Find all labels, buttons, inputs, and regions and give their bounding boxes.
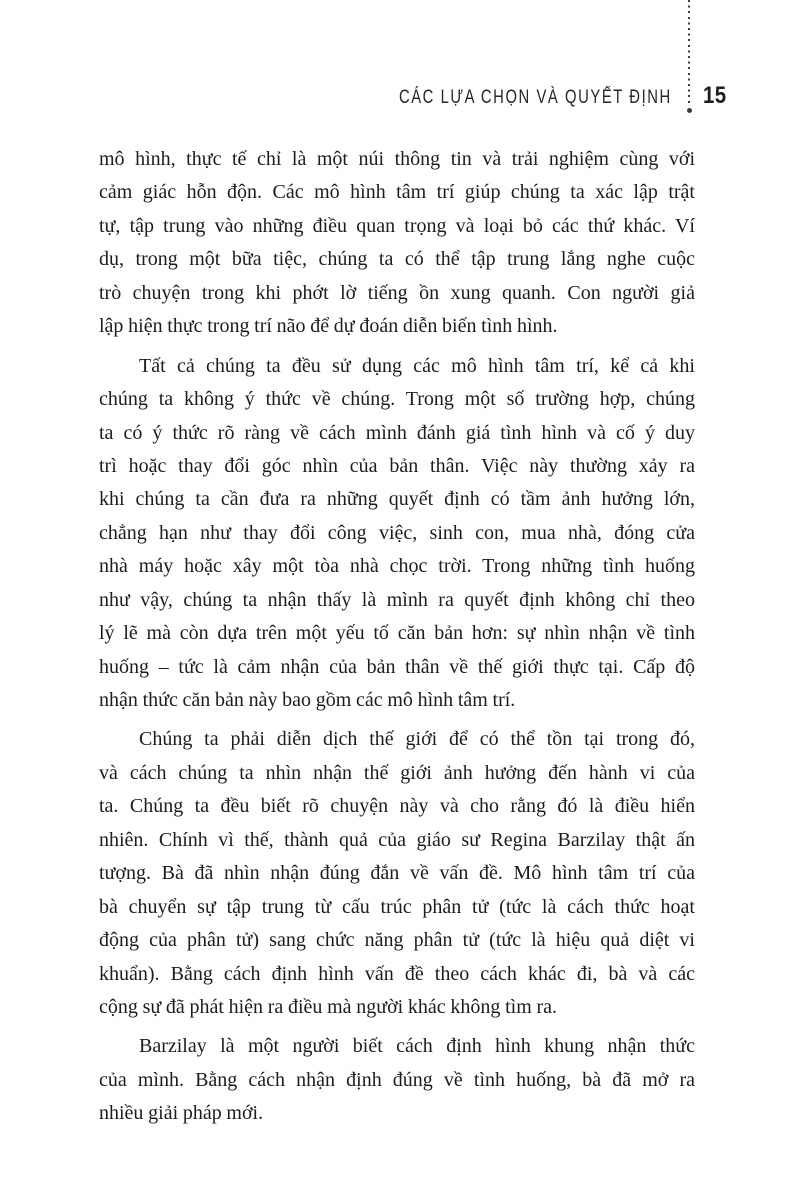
text-line: lập hiện thực trong trí não để dự đoán diễn biến tình hình. bbox=[99, 315, 558, 338]
paragraph bbox=[99, 723, 695, 1024]
running-header bbox=[0, 0, 792, 120]
text-line: ta. Chúng ta đều biết rõ chuyện này và cho rằng đó là điều hiển bbox=[99, 795, 695, 818]
paragraph bbox=[99, 143, 695, 344]
text-line: lý lẽ mà còn dựa trên một yếu tố căn bản hơn: sự nhìn nhận về tình bbox=[99, 622, 695, 645]
text-line: nhà máy hoặc xây một tòa nhà chọc trời. Trong những tình huống bbox=[99, 555, 695, 578]
text-line: trò chuyện trong khi phớt lờ tiếng ồn xung quanh. Con người giả bbox=[99, 281, 695, 304]
text-line: chẳng hạn như thay đổi công việc, sinh con, mua nhà, đóng cửa bbox=[99, 521, 695, 544]
text-line: khi chúng ta cần đưa ra những quyết định có tầm ảnh hưởng lớn, bbox=[99, 488, 695, 511]
text-line: nhiều giải pháp mới. bbox=[99, 1102, 264, 1125]
dotted-divider bbox=[688, 0, 690, 106]
text-line: huống – tức là cảm nhận của bản thân về thế giới thực tại. Cấp độ bbox=[99, 655, 695, 678]
text-line: cộng sự đã phát hiện ra điều mà người khác không tìm ra. bbox=[99, 995, 557, 1018]
text-line: khuẩn). Bằng cách định hình vấn đề theo cách khác đi, bà và các bbox=[99, 962, 695, 985]
text-line: của mình. Bằng cách nhận định đúng về tình huống, bà đã mở ra bbox=[99, 1068, 695, 1091]
text-line: trì hoặc thay đổi góc nhìn của bản thân. Việc này thường xảy ra bbox=[99, 454, 695, 477]
text-line: bà chuyển sự tập trung từ cấu trúc phân tử (tức là cách thức hoạt bbox=[99, 895, 695, 918]
page-number: 15 bbox=[703, 82, 727, 109]
body-text bbox=[99, 143, 695, 1137]
text-line: tượng. Bà đã nhìn nhận đúng đắn về vấn đề. Mô hình tâm trí của bbox=[99, 862, 695, 885]
text-line: ta có ý thức rõ ràng về cách mình đánh giá tình hình và cố ý duy bbox=[99, 421, 695, 444]
text-line: Barzilay là một người biết cách định hình khung nhận thức bbox=[139, 1035, 695, 1058]
text-line: nhận thức căn bản này bao gồm các mô hình tâm trí. bbox=[99, 689, 516, 711]
text-line: mô hình, thực tế chỉ là một núi thông tin và trải nghiệm cùng với bbox=[99, 148, 695, 170]
text-line: động của phân tử) sang chức năng phân tử (tức là hiệu quả diệt vi bbox=[99, 929, 695, 952]
text-line: cảm giác hỗn độn. Các mô hình tâm trí giúp chúng ta xác lập trật bbox=[99, 181, 695, 204]
text-line: Chúng ta phải diễn dịch thế giới để có thể tồn tại trong đó, bbox=[139, 728, 695, 751]
text-line: tự, tập trung vào những điều quan trọng và loại bỏ các thứ khác. Ví bbox=[99, 214, 695, 237]
paragraph bbox=[99, 350, 695, 718]
text-line: dụ, trong một bữa tiệc, chúng ta có thể tập trung lắng nghe cuộc bbox=[99, 248, 695, 271]
text-line: chúng ta không ý thức về chúng. Trong một số trường hợp, chúng bbox=[99, 388, 695, 411]
text-line: Tất cả chúng ta đều sử dụng các mô hình tâm trí, kể cả khi bbox=[139, 354, 695, 377]
chapter-title: CÁC LỰA CHỌN VÀ QUYẾT ĐỊNH bbox=[399, 87, 672, 108]
text-line: như vậy, chúng ta nhận thấy là mình ra quyết định không chỉ theo bbox=[99, 588, 695, 611]
text-line: nhiên. Chính vì thế, thành quả của giáo sư Regina Barzilay thật ấn bbox=[99, 828, 695, 851]
text-line: và cách chúng ta nhìn nhận thế giới ảnh hưởng đến hành vi của bbox=[99, 761, 695, 784]
paragraph bbox=[99, 1030, 695, 1130]
